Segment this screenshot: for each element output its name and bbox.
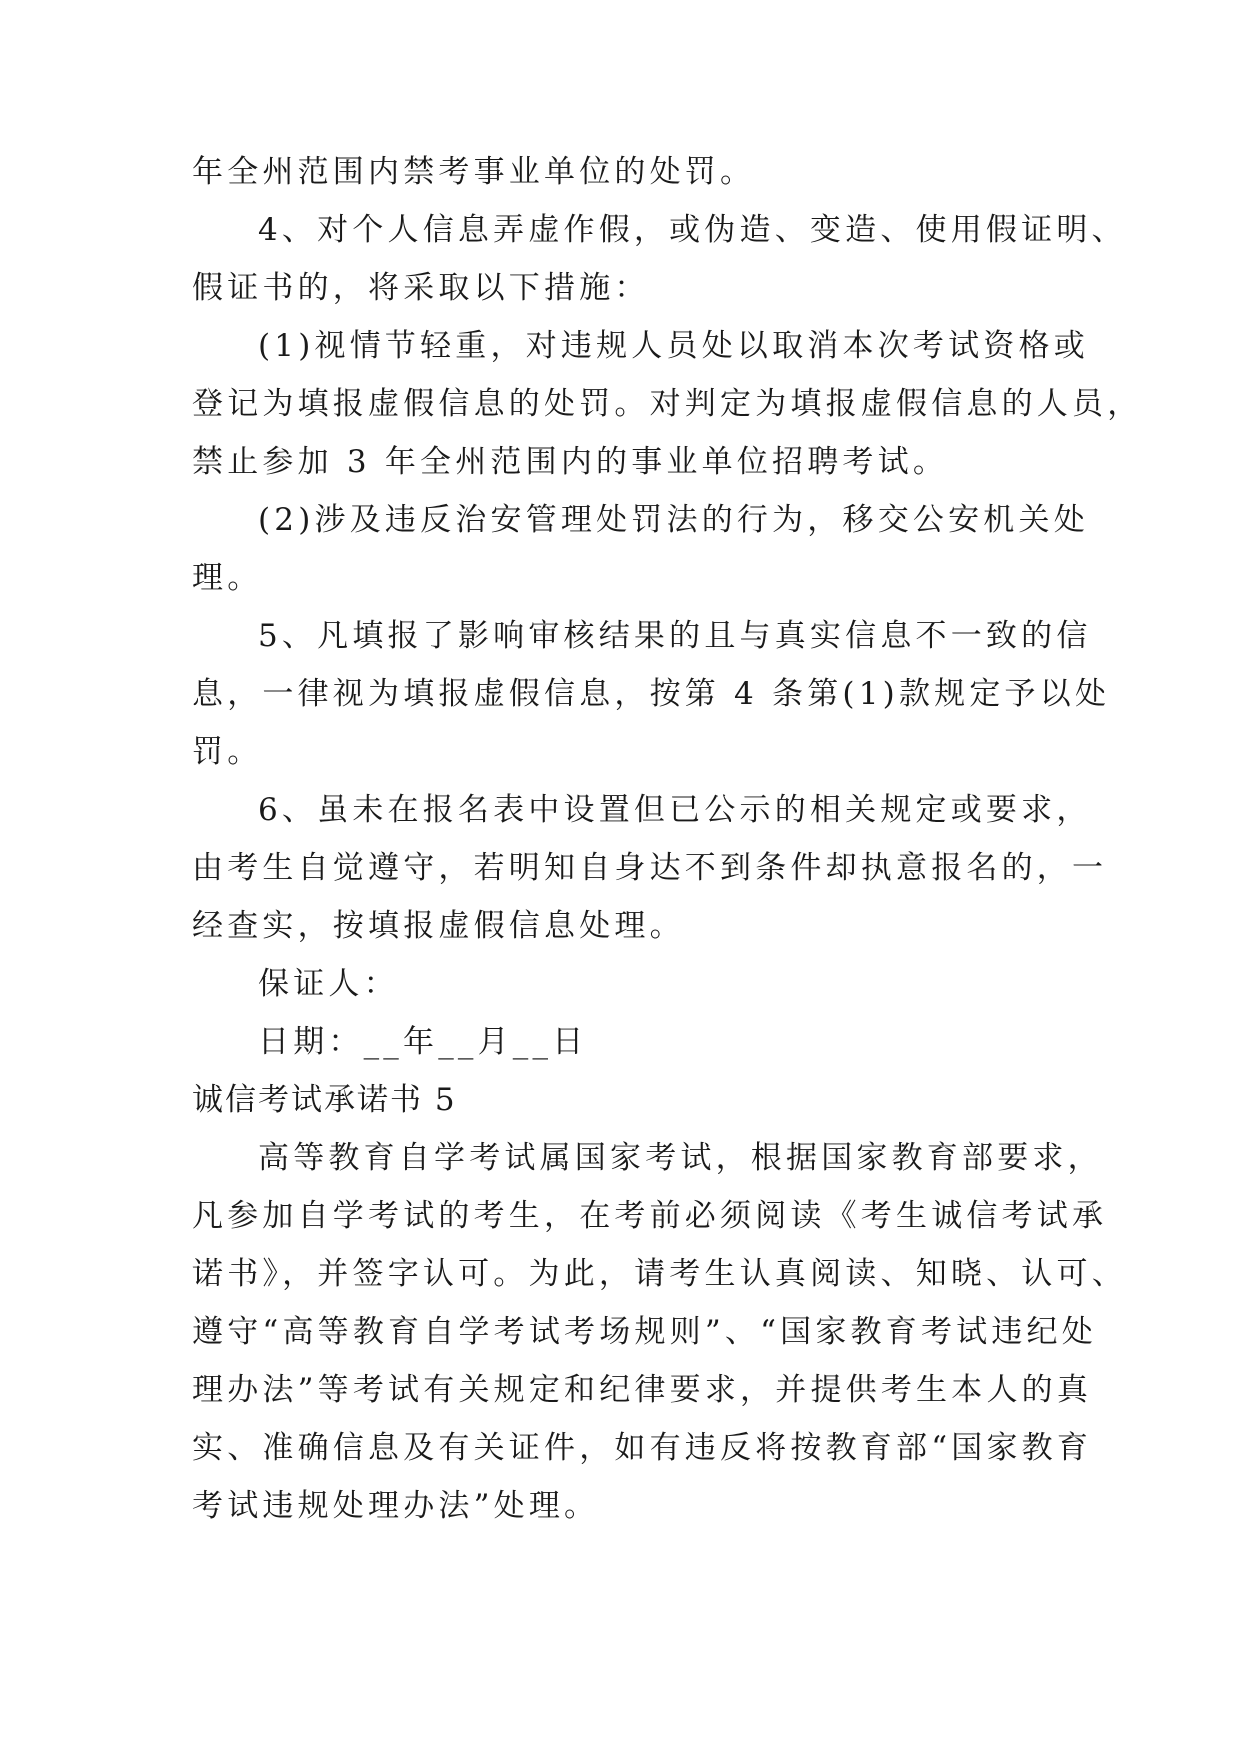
text-line: 实、准确信息及有关证件，如有违反将按教育部“国家教育 [192,1430,1093,1466]
text-line: 经查实，按填报虚假信息处理。 [192,908,685,944]
text-line: 年全州范围内禁考事业单位的处罚。 [192,154,756,190]
text-line: 登记为填报虚假信息的处罚。对判定为填报虚假信息的人员， [192,386,1143,422]
section-title: 诚信考试承诺书 5 [192,1082,457,1118]
text-line: 理办法”等考试有关规定和纪律要求，并提供考生本人的真 [192,1372,1093,1408]
clause-2-line: (2)涉及违反治安管理处罚法的行为，移交公安机关处 [258,502,1089,538]
text-line: 禁止参加 3 年全州范围内的事业单位招聘考试。 [192,444,949,480]
guarantor-label: 保证人： [258,966,399,1002]
paragraph-4-line: 4、对个人信息弄虚作假，或伪造、变造、使用假证明、 [258,212,1127,248]
text-line: 假证书的，将采取以下措施： [192,270,650,306]
text-line: 凡参加自学考试的考生，在考前必须阅读《考生诚信考试承 [192,1198,1108,1234]
paragraph-6-line: 6、虽未在报名表中设置但已公示的相关规定或要求， [258,792,1092,828]
text-line: 考试违规处理办法”处理。 [192,1488,600,1524]
text-line: 由考生自觉遵守，若明知自身达不到条件却执意报名的，一 [192,850,1108,886]
date-field: 日期：__年__月__日 [258,1024,588,1060]
paragraph-line: 高等教育自学考试属国家考试，根据国家教育部要求， [258,1140,1103,1176]
paragraph-5-line: 5、凡填报了影响审核结果的且与真实信息不一致的信 [258,618,1092,654]
text-line: 罚。 [192,734,263,770]
text-line: 诺书》，并签字认可。为此，请考生认真阅读、知晓、认可、 [192,1256,1127,1292]
text-line: 理。 [192,560,263,596]
clause-1-line: (1)视情节轻重，对违规人员处以取消本次考试资格或 [258,328,1089,364]
text-line: 息，一律视为填报虚假信息，按第 4 条第(1)款规定予以处 [192,676,1111,712]
text-line: 遵守“高等教育自学考试考场规则”、“国家教育考试违纪处 [192,1314,1097,1350]
